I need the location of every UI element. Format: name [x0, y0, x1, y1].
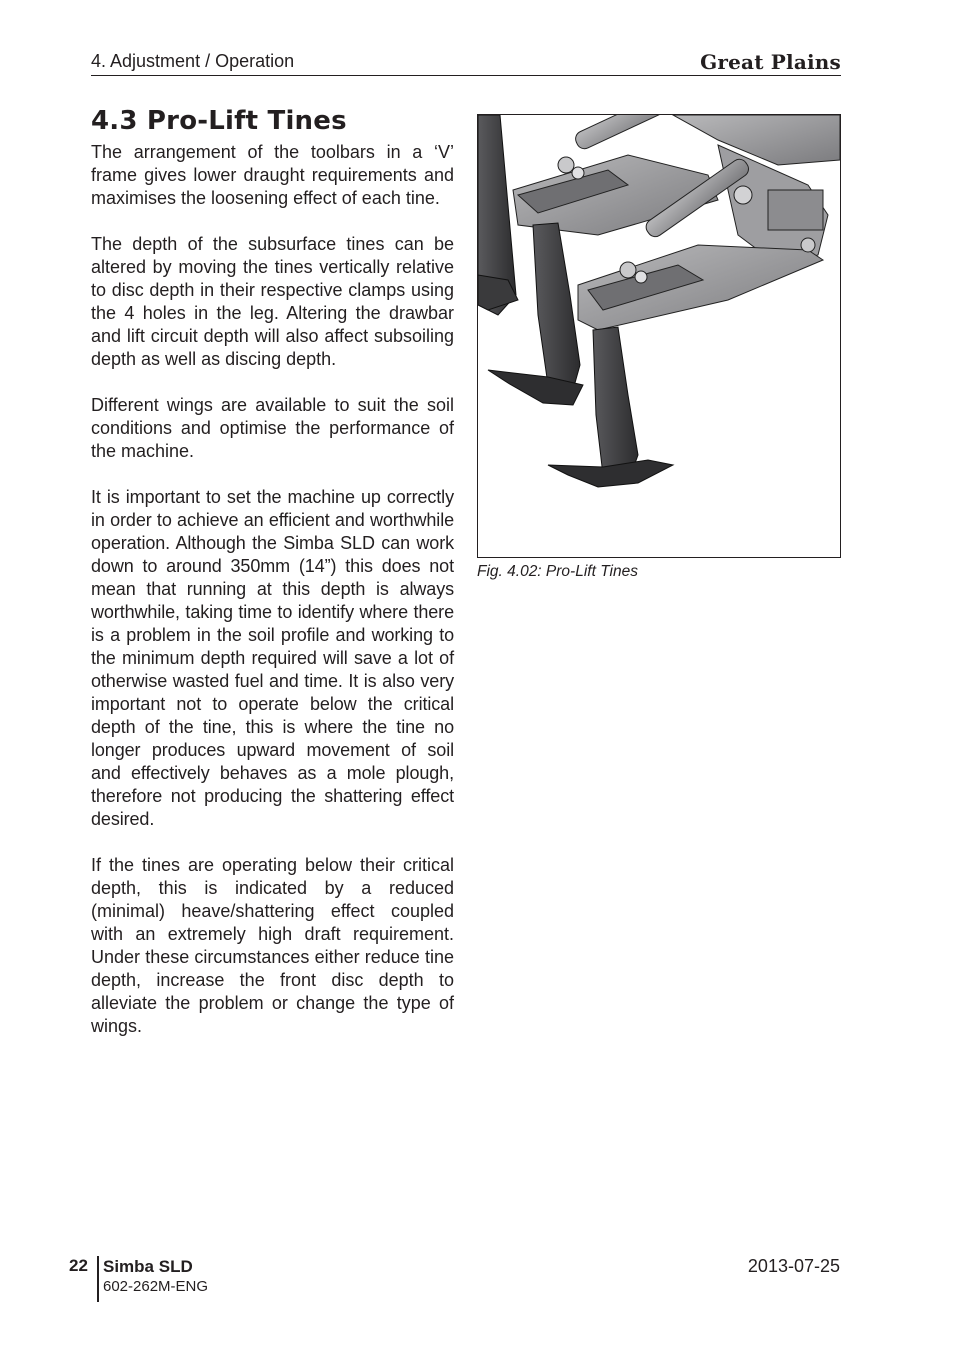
paragraph: It is important to set the machine up correctly in order to achieve an efficient and worthwhile operation. Although the Simba SLD can work down to around 350mm (14”) this does not mean that running at this depth is always worthwhile, taking time to identify where there is a problem in the soil profile and working to the minimum depth required will save a lot of otherwise wasted fuel and time. It is also very important not to operate below the critical depth of the tine, this is where the tine no longer produces upward movement of soil and effectively behaves as a mole plough, therefore not producing the shattering effect desired.	[91, 487, 454, 829]
figure-caption: Fig. 4.02: Pro-Lift Tines	[477, 563, 638, 580]
running-header-section: 4. Adjustment / Operation	[91, 51, 295, 71]
tine-assembly-illustration	[478, 115, 840, 557]
paragraph: The arrangement of the toolbars in a ‘V’ frame gives lower draught requirements and maximises the loosening effect of each tine.	[91, 142, 454, 208]
brand-logo: Great Plains	[700, 50, 841, 74]
product-name: Simba SLD	[103, 1257, 193, 1276]
paragraph: If the tines are operating below their critical depth, this is indicated by a reduced (minimal) heave/shattering effect coupled with an extremely high draft requirement. Under these circumstances either reduce tine depth, increase the front disc depth to alleviate the problem or change the type of wings.	[91, 855, 454, 1036]
footer-divider	[97, 1256, 99, 1302]
page-number: 22	[69, 1256, 88, 1275]
figure-pro-lift-tines	[477, 114, 841, 558]
header-divider	[91, 75, 841, 76]
body-text-column	[91, 141, 454, 1061]
publication-date: 2013-07-25	[747, 1256, 840, 1276]
section-title: 4.3 Pro-Lift Tines	[91, 106, 347, 136]
paragraph: Different wings are available to suit the soil conditions and optimise the performance of the machine.	[91, 395, 454, 461]
document-code: 602-262M-ENG	[103, 1278, 209, 1295]
paragraph: The depth of the subsurface tines can be altered by moving the tines vertically relative to disc depth in their respective clamps using the 4 holes in the leg. Altering the drawbar and lift circuit depth will also affect subsoiling depth as well as discing depth.	[91, 234, 454, 369]
